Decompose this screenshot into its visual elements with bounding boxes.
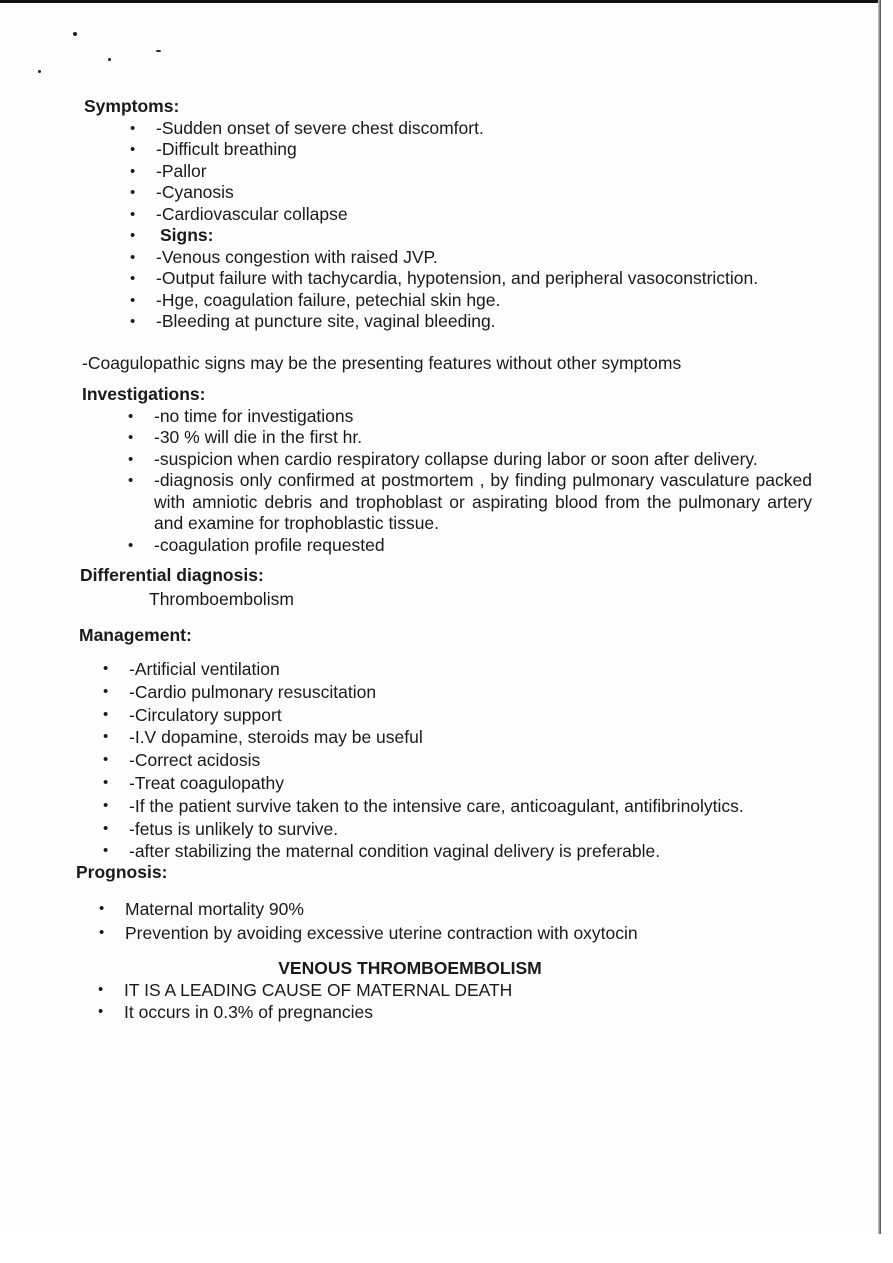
- list-item: • -after stabilizing the maternal condition vaginal delivery is preferable.: [103, 840, 823, 863]
- prognosis-section: [99, 897, 819, 945]
- list-item: • -Difficult breathing: [130, 139, 844, 161]
- vte-list: [98, 979, 818, 1023]
- list-item: • -diagnosis only confirmed at postmortem , by finding pulmonary vasculature packed with amniotic debris and trophoblast or aspirating blood from the pulmonary artery and examine for trophoblastic tissue.: [128, 470, 812, 535]
- list-item: • -suspicion when cardio respiratory collapse during labor or soon after delivery.: [128, 449, 812, 471]
- list-item: [130, 225, 844, 247]
- list-item: • -Venous congestion with raised JVP.: [130, 247, 844, 269]
- prognosis-heading: Prognosis:: [76, 862, 168, 882]
- differential-heading: Differential diagnosis:: [80, 565, 264, 585]
- list-item: • -fetus is unlikely to survive.: [103, 818, 823, 841]
- investigations-section: [82, 384, 812, 556]
- list-item: • -Treat coagulopathy: [103, 772, 823, 795]
- list-item: • -30 % will die in the first hr.: [128, 427, 812, 449]
- list-item: • -Cyanosis: [130, 182, 844, 204]
- page-edge: [878, 0, 881, 1234]
- list-item: • Maternal mortality 90%: [99, 897, 819, 921]
- management-section: [103, 658, 823, 863]
- management-list: [103, 658, 823, 863]
- list-item: • Prevention by avoiding excessive uterine contraction with oxytocin: [99, 921, 819, 945]
- vte-title: VENOUS THROMBOEMBOLISM: [278, 958, 542, 978]
- coagulopathic-note: -Coagulopathic signs may be the presenting features without other symptoms: [82, 353, 682, 373]
- symptoms-section: [84, 96, 844, 333]
- list-item: • -Cardio pulmonary resuscitation: [103, 681, 823, 704]
- list-item: • -Cardiovascular collapse: [130, 204, 844, 226]
- ink-speck: [73, 32, 77, 36]
- vte-section: [98, 979, 818, 1023]
- investigations-heading: Investigations:: [82, 384, 206, 404]
- list-item: • -Hge, coagulation failure, petechial skin hge.: [130, 290, 844, 312]
- list-item: • -If the patient survive taken to the intensive care, anticoagulant, antifibrinolytics.: [103, 795, 823, 818]
- signs-label: Signs:: [160, 225, 214, 245]
- list-item: • -Circulatory support: [103, 704, 823, 727]
- ink-speck: [108, 58, 111, 61]
- list-item: • -I.V dopamine, steroids may be useful: [103, 726, 823, 749]
- list-item: • -Output failure with tachycardia, hypotension, and peripheral vasoconstriction.: [130, 268, 844, 290]
- page-margin: [0, 1234, 893, 1263]
- list-item: • -coagulation profile requested: [128, 535, 812, 557]
- ink-speck: [38, 70, 41, 73]
- differential-value: Thromboembolism: [149, 589, 294, 609]
- ink-speck: [156, 50, 161, 52]
- prognosis-list: [99, 897, 819, 945]
- management-heading: Management:: [79, 625, 192, 645]
- investigations-list: [128, 406, 812, 557]
- list-item: • -Artificial ventilation: [103, 658, 823, 681]
- list-item: • IT IS A LEADING CAUSE OF MATERNAL DEATH: [98, 979, 818, 1001]
- list-item: • It occurs in 0.3% of pregnancies: [98, 1001, 818, 1023]
- symptoms-heading: Symptoms:: [84, 96, 180, 116]
- list-item: • -Pallor: [130, 161, 844, 183]
- list-item: • -no time for investigations: [128, 406, 812, 428]
- list-item: • -Sudden onset of severe chest discomfort.: [130, 118, 844, 140]
- symptoms-list: [130, 118, 844, 333]
- list-item: • -Bleeding at puncture site, vaginal bleeding.: [130, 311, 844, 333]
- list-item: • -Correct acidosis: [103, 749, 823, 772]
